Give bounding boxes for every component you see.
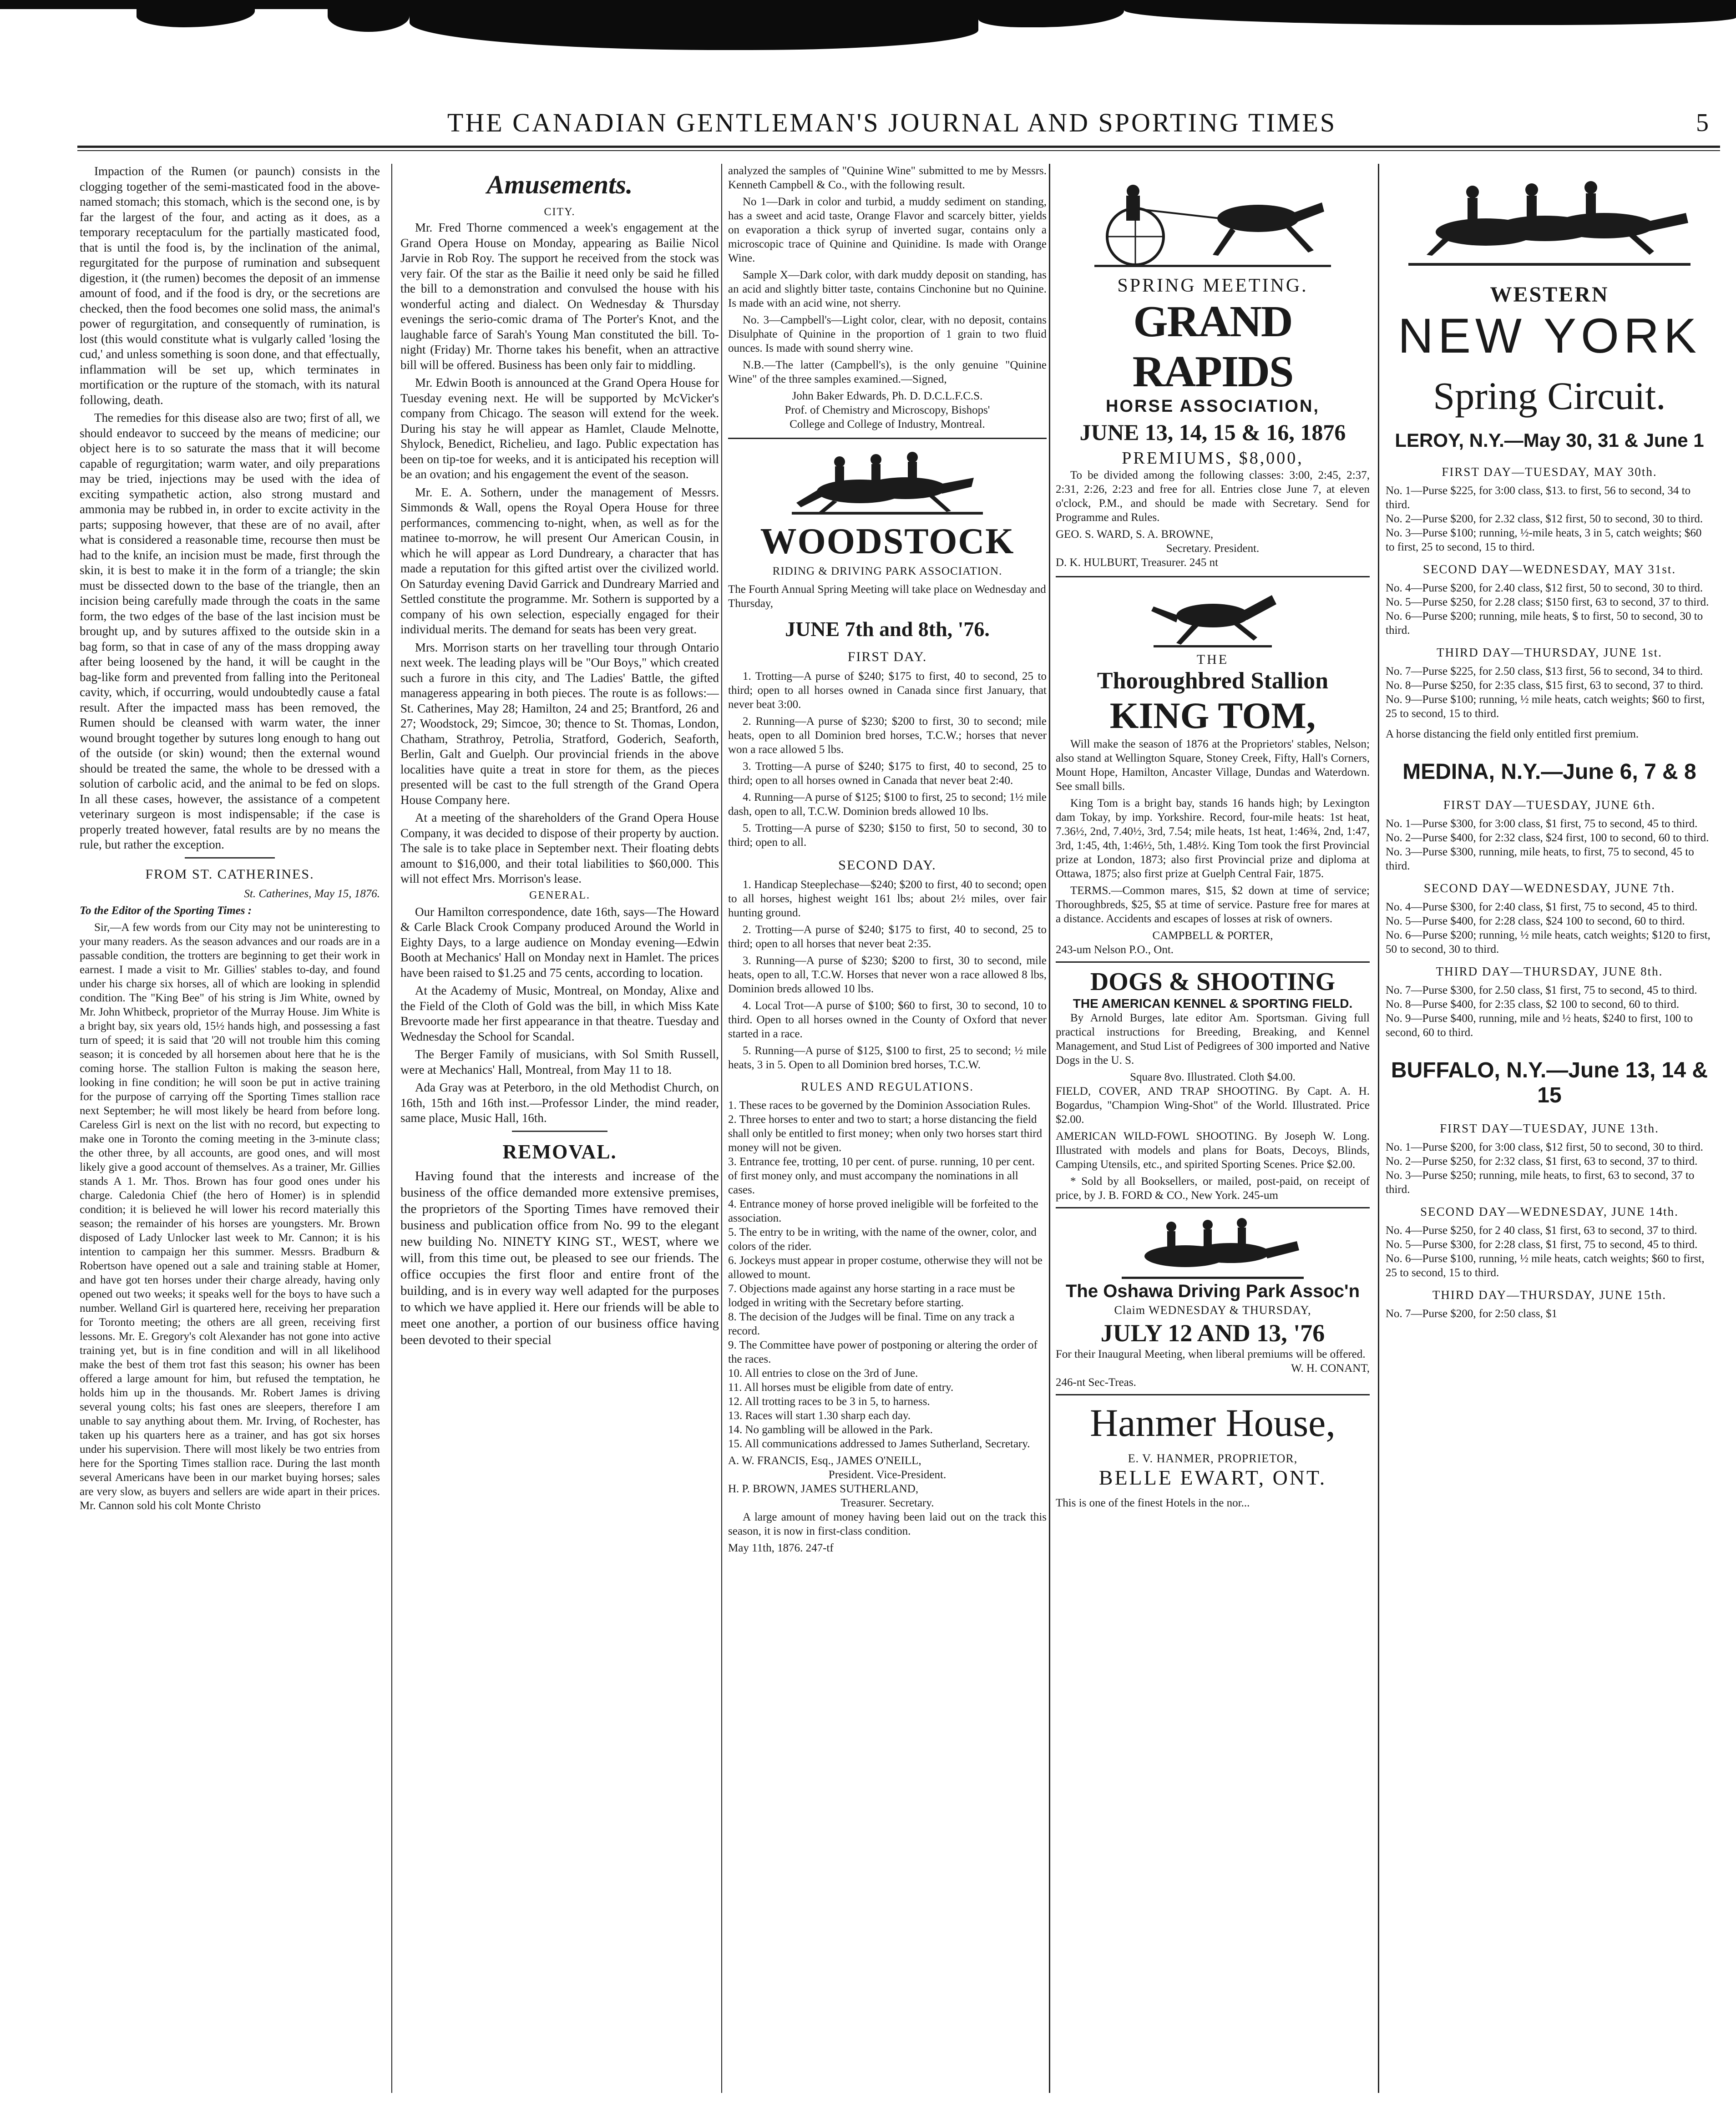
ad-dates: JULY 12 AND 13, '76 <box>1100 1319 1325 1347</box>
ad-heading: WESTERN <box>1490 283 1609 307</box>
ad-text: This is one of the finest Hotels in the nor... <box>1056 1497 1250 1509</box>
ad-text: AMERICAN WILD-FOWL SHOOTING. By Joseph W. Long. Illustrated with models and plans for Boats, Decoys, Blinds, Camping Utensils, etc., and spirited Sporting Scenes. Price $2.00. <box>1056 1130 1370 1171</box>
ad-the: THE <box>1196 652 1229 667</box>
ad-text: Square 8vo. Illustrated. Cloth $4.00. <box>1130 1071 1296 1083</box>
race-entry: No. 1—Purse $200, for 3:00 class, $12 first, 50 to second, 30 to third. <box>1386 1141 1703 1153</box>
day-heading: SECOND DAY—WEDNESDAY, MAY 31st. <box>1422 562 1676 576</box>
day-heading: SECOND DAY—WEDNESDAY, JUNE 7th. <box>1423 881 1675 895</box>
racehorses-icon <box>1122 1213 1304 1281</box>
rule-item: 8. The decision of the Judges will be final. Time on any track a record. <box>728 1311 1015 1337</box>
article-paragraph: No 1—Dark in color and turbid, a muddy sediment on standing, has a sweet and acid taste, Orange Flavor and scarcely bitter, yields on evaporation a thick syrup of inverted sugar, contains only a microscopic trace of Quinine and Quinidine. Is made with Orange Wine. <box>728 196 1047 264</box>
ad-rule <box>1056 1394 1370 1395</box>
article-paragraph: N.B.—The latter (Campbell's), is the only genuine "Quinine Wine" of the three samples examined.—Signed, <box>728 359 1047 385</box>
ad-date: May 11th, 1876. 247-tf <box>728 1542 834 1554</box>
signature: D. K. HULBURT, Treasurer. 245 nt <box>1056 556 1219 569</box>
ad-rule <box>728 438 1047 439</box>
race-entry: 5. Trotting—A purse of $230; $150 to first, 50 to second, 30 to third; open to all. <box>728 822 1047 849</box>
article-paragraph: At a meeting of the shareholders of the Grand Opera House Company, it was decided to dispose of their property by auction. The sale is to take place in September next. Their floating debts amount to $16,000, and their total liabilities to $60,000. This will not effect Mrs. Morrison's lease. <box>400 811 719 885</box>
column-5 <box>1386 177 1713 2093</box>
race-entry: No. 2—Purse $200, for 2.32 class, $12 first, 50 to second, 30 to third. <box>1386 513 1703 525</box>
ad-subtitle: Spring Circuit. <box>1433 374 1666 418</box>
article-paragraph: The remedies for this disease also are two; first of all, we should endeavor to succeed by the means of medicine; our object here is to so saturate the mass that it will become capable of regurgitation; warm water, and oily preparations may be tried, injections may be used with the idea of exciting sympathetic action, also strong mustard and ammonia may be rubbed in, in order to excite activity in the parts; supposing however, that these are of no avail, after what is considered a reasonable time, recourse then must be had to the knife, an incision must be made, first through the skin, it is best to make it in the form of a triangle; the skin must be dissected down to the base of the triangle, then an incision being carefully made through the coats in the same form, the two edges of the base of the last incision must be brought up, and by sutures affixed to the outside skin in a bag form, so that in case of any of the mass dropping away after being loosened by the hand, it will be caught in the bag-like form and prevented from falling into the Peritoneal cavity, which, if occurring, would undoubtedly cause a fatal result. After the impacted mass has been removed, the Rumen should be cleansed with warm water, the inner wound brought together by sutures long enough to hang out of the outside (or skin) wound; then the external wound should be treated the same, the whole to be dressed with a solution of carbolic acid, and the animal to be fed on slops. In all these cases, however, the assistance of a competent veterinary surgeon is most indispensable; if the case is properly treated however, fatal results are by no means the rule, but rather the exception. <box>80 411 380 851</box>
ad-text: King Tom is a bright bay, stands 16 hands high; by Lexington dam Tokay, by imp. Yorkshire. Record, four-mile heats: 1st heat, 7.36½, 2nd, 7.40½, 3rd, 7.54; mile heats, 1st heat, 1:46¾, 2nd, 1:47, 3rd, 1:45, 4th, 1:46½, 5th, 1.48½. King Tom took the first Provincial prize at London, 1873; also first Provincial prize and diploma at Ottawa, 1875; also first prize at Guelph Central Fair, 1875. <box>1056 797 1370 880</box>
race-entry: No. 3—Purse $250; running, mile heats, to first, 63 to second, 37 to third. <box>1386 1169 1695 1196</box>
article-paragraph: Our Hamilton correspondence, date 16th, says—The Howard & Carle Black Crook Company produced Around the World in Eighty Days, to a large audience on Monday evening—Edwin Booth at Mechanics' Hall on Monday next in Hamlet. The prices have been raised to $1.25 and 75 cents, according to location. <box>400 904 719 980</box>
race-entry: No. 8—Purse $400, for 2:35 class, $2 100 to second, 60 to third. <box>1386 998 1680 1011</box>
race-entry: No. 9—Purse $400, running, mile and ½ heats, $240 to first, 100 to second, 60 to third. <box>1386 1012 1693 1039</box>
race-entry: No. 6—Purse $100, running, ½ mile heats, catch weights; $60 to first, 25 to second, 15 to third. <box>1386 1253 1705 1279</box>
salutation: To the Editor of the Sporting Times : <box>80 904 252 917</box>
signature: W. H. CONANT, <box>1291 1362 1370 1374</box>
column-rule <box>391 164 392 2093</box>
trotting-sulky-icon <box>1094 177 1331 268</box>
ad-subtitle: BELLE EWART, ONT. <box>1098 1466 1327 1489</box>
ad-subtitle: RIDING & DRIVING PARK ASSOCIATION. <box>772 565 1002 577</box>
day-heading: FIRST DAY—TUESDAY, JUNE 13th. <box>1440 1122 1659 1135</box>
day-heading: SECOND DAY—WEDNESDAY, JUNE 14th. <box>1420 1205 1679 1218</box>
column-2 <box>400 164 719 2093</box>
rule-item: 1. These races to be governed by the Dominion Association Rules. <box>728 1099 1031 1112</box>
day-heading: FIRST DAY—TUESDAY, MAY 30th. <box>1442 465 1657 479</box>
race-entry: 2. Running—A purse of $230; $200 to first, 30 to second; mile heats, open to all Dominion bred horses, T.C.W.; horses that never won a race allowed 5 lbs. <box>728 715 1047 756</box>
masthead-title: THE CANADIAN GENTLEMAN'S JOURNAL AND SPORTING TIMES <box>447 108 1337 137</box>
race-entry: No. 5—Purse $400, for 2:28 class, $24 100 to second, 60 to third. <box>1386 915 1685 927</box>
rule-item: 14. No gambling will be allowed in the Park. <box>728 1424 933 1436</box>
column-4 <box>1056 177 1370 2093</box>
race-entry: 3. Running—A purse of $230; $200 to first, 30 to second, mile heats, open to all, T.C.W. Horses that never won a race allowed 8 lbs, Dominion breds allowed 10 lbs. <box>728 955 1047 995</box>
ad-title: DOGS & SHOOTING <box>1090 968 1336 996</box>
ad-subtitle: HORSE ASSOCIATION, <box>1106 397 1320 416</box>
ad-subtitle: Thoroughbred Stallion <box>1097 668 1329 694</box>
article-paragraph: Sir,—A few words from our City may not be uninteresting to your many readers. As the season advances and our roads are in a passable condition, the trotters are beginning to get their work in earnest. I made a visit to Mr. Gillies' stables to-day, and found under his charge six horses, all of which are looking in splendid condition. The "King Bee" of his string is Jim White, owned by Mr. John Whitbeck, proprietor of the Murray House. Jim White is a bright bay, six years old, 15½ hands high, and possessing a fast turn of speed; it is said that '20 will not trouble him this coming season; it is conceded by all horsemen about here that he is the coming horse. The stallion Fulton is making the season here, looking in fine condition; he will soon be put in active training for the purpose of carrying off the Sporting Times stallion race next September; he will most likely be heard from before long. Careless Girl is next on the list with no record, but expecting to make one in Toronto the coming meeting in the 3-minute class; the other three, by all accounts, are good ones, and will most likely give a good account of themselves. As a trainer, Mr. Gillies stands A 1. Mr. Thos. Brown has four good ones under his charge. Caledonia Chief (the hero of Homer) is in splendid condition; it is believed he will lower his record materially this season; the remainder of his horses are youngsters. Mr. Brown disposed of Lady Unlocker last week to Mr. Cannon; it is his intention to campaign her this summer. Messrs. Bradburn & Robertson have opened out a sale and training stable at Homer, and have got ten horses under their charge already, having only opened out two weeks; it speaks well for the boys to have such a number. Welland Girl is quartered here, receiving her preparation for Toronto meeting; the others are all green, receiving first lessons. Mr. E. Gregory's colt Alexander has not gone into active training yet, but is in fine condition and will in all likelihood make the best of them trot fast this season; his owner has been offered a large amount for him, but refused the temptation, he holds him up in the thousands. Mr. Robert James is driving several young colts; his fast ones are sleepers, therefore I am unable to say anything about them. Mr. Irving, of Rochester, has taken up his quarters here as a trainer, and has got six horses under his supervision. There will most likely be two entries from here for the Sporting Times stallion race. During the last month several Americans have been in our market buying horses; sales are very slow, as buyers and sellers are wide apart in their prices. Mr. Cannon sold his colt Monte Christo <box>80 921 380 1512</box>
day-heading: FIRST DAY. <box>847 649 927 664</box>
signature: President. Vice-President. <box>828 1469 946 1481</box>
race-entry: No. 7—Purse $225, for 2.50 class, $13 first, 56 to second, 34 to third. <box>1386 665 1703 677</box>
race-entry: 5. Running—A purse of $125, $100 to first, 25 to second; ½ mile heats, 3 in 5. Open to all Dominion bred horses, T.C.W. <box>728 1045 1047 1071</box>
race-entry: 4. Running—A purse of $125; $100 to first, 25 to second; 1½ mile dash, open to all, T.C.W. Dominion breds allowed 10 lbs. <box>728 791 1047 818</box>
race-entry: No. 8—Purse $250, for 2:35 class, $15 first, 63 to second, 37 to third. <box>1386 679 1703 692</box>
race-entry: No. 9—Purse $100; running, ½ mile heats, catch weights; $60 to first, 25 to second, 15 to third. <box>1386 693 1705 720</box>
rule-item: 13. Races will start 1.30 sharp each day. <box>728 1410 911 1422</box>
ad-rule <box>1056 961 1370 963</box>
article-paragraph: Mr. Fred Thorne commenced a week's engagement at the Grand Opera House on Monday, appearing as Bailie Nicol Jarvie in Rob Roy. The support he received from the stock was very fair. Of the star as the Bailie it need only be said he filled the bill to a demonstration and convulsed the house with his wonderful acting and dialect. On Wednesday & Thursday evenings the serio-comic drama of The Porter's Knot, and the laughable farce of Sarah's Young Man constituted the bill. To-night (Friday) Mr. Thorne takes his benefit, when an attractive bill will be offered. Business has been only fair to middling. <box>400 221 719 372</box>
ad-title: The Oshawa Driving Park Assoc'n <box>1065 1281 1360 1301</box>
ad-dates: JUNE 13, 14, 15 & 16, 1876 <box>1079 419 1346 445</box>
article-paragraph: At the Academy of Music, Montreal, on Monday, Alixe and the Field of the Cloth of Gold was the bill, in which Miss Kate Brevoorte made her first appearance in that theatre. Tuesday and Wednesday the School for Scandal. <box>400 984 719 1043</box>
dateline: St. Catherines, May 15, 1876. <box>244 887 380 900</box>
torn-edge <box>410 0 978 50</box>
race-entry: No. 7—Purse $200, for 2:50 class, $1 <box>1386 1308 1558 1320</box>
ad-text: To be divided among the following classes: 3:00, 2:45, 2:37, 2:31, 2:26, 2:23 and free for all. Entries close June 7, at eleven o'clock, P.M., and should be made with Secretary. Send for Programme and Rules. <box>1056 469 1370 524</box>
race-entry: 1. Handicap Steeplechase—$240; $200 to first, 40 to second; open to all horses, highest weight 161 lbs; about 2½ miles, over fair hunting ground. <box>728 879 1047 919</box>
ad-rule <box>1056 576 1370 577</box>
ad-heading: SPRING MEETING. <box>1117 275 1308 296</box>
page-number: 5 <box>1696 109 1709 137</box>
column-3 <box>728 164 1047 2093</box>
ad-title: GRAND RAPIDS <box>1132 297 1293 396</box>
signature: CAMPBELL & PORTER, <box>1152 930 1273 942</box>
race-entry: 3. Trotting—A purse of $240; $175 to first, 40 to second, 25 to third; open to all horses owned in Canada that never beat 2:40. <box>728 760 1047 787</box>
column-rule <box>1049 164 1050 2093</box>
race-entry: No. 7—Purse $300, for 2.50 class, $1 first, 75 to second, 45 to third. <box>1386 984 1697 996</box>
race-entry: No. 5—Purse $300, for 2:28 class, $1 first, 75 to second, 45 to third. <box>1386 1238 1698 1251</box>
column-rule <box>1378 164 1379 2093</box>
ad-text: Will make the season of 1876 at the Proprietors' stables, Nelson; also stand at Wellington Square, Stoney Creek, Fifty, Hall's Corners, Mount Hope, Hamilton, Ancaster Village, Dundas and Waterdown. See small bills. <box>1056 738 1370 793</box>
race-entry: 4. Local Trot—A purse of $100; $60 to first, 30 to second, 10 to third. Open to all horses owned in the County of Oxford that never started in a race. <box>728 1000 1047 1040</box>
rule-item: 7. Objections made against any horse starting in a race must be lodged in writing with the Secretary before starting. <box>728 1283 1015 1309</box>
article-paragraph: Mr. Edwin Booth is announced at the Grand Opera House for Tuesday evening next. He will be supported by McVicker's company from Chicago. The season will extend for the week. During his stay he will appear as Hamlet, Claude Melnotte, Shylock, Benedict, Richelieu, and Iago. Public expectation has been on tip-toe for weeks, and it is anticipated his reception will be an ovation; and his engagement the event of the season. <box>400 376 719 481</box>
column-rule <box>721 164 722 2093</box>
rule-item: 2. Three horses to enter and two to start; a horse distancing the field shall only be entitled to first money; when only two horses start third money will not be given. <box>728 1113 1043 1154</box>
race-entry: No. 2—Purse $400, for 2:32 class, $24 first, 100 to second, 60 to third. <box>1386 832 1709 844</box>
rules-heading: RULES AND REGULATIONS. <box>801 1080 974 1093</box>
day-heading: THIRD DAY—THURSDAY, JUNE 1st. <box>1437 646 1662 659</box>
article-paragraph: Impaction of the Rumen (or paunch) consists in the clogging together of the semi-masticated food in the above-named stomach; this stomach, which is the second one, is by far the largest of the four, and acting as it does, as a temporary receptaculum for the partially masticated food, that is until the food is, by the inclination of the animal, regurgitated for the purpose of rumination and subsequent digestion, it (the rumen) becomes the deposit of an immense amount of food, and if the food is dry, or the secretions are checked, then the food becomes one solid mass, the animal's power of regurgitation, and consequently of rumination, is lost (this would constitute what is vulgarly called 'losing the cud,' and unless something is soon done, and that effectually, inflammation will be set up, which terminates in mortification or the rupture of the stomach, with its natural following, death. <box>80 164 380 407</box>
signature: Treasurer. Secretary. <box>840 1497 934 1509</box>
article-paragraph: Having found that the interests and increase of the business of the office demanded more extensive premises, the proprietors of the Sporting Times have removed their business and publication office from No. 99 to the elegant new building No. NINETY KING ST., WEST, where we will, from this time out, be pleased to see our friends. The office occupies the first floor and entire front of the building, and is in every way well adapted for the purposes to which we have applied it. Here our friends will be able to meet one another, a portion of our business office having been devoted to their special <box>400 1168 719 1347</box>
rule-item: 5. The entry to be in writing, with the name of the owner, color, and colors of the rider. <box>728 1226 1037 1253</box>
signature: 246-nt Sec-Treas. <box>1056 1376 1136 1389</box>
rule-item: 4. Entrance money of horse proved ineligible will be forfeited to the association. <box>728 1198 1038 1224</box>
meeting-heading: MEDINA, N.Y.—June 6, 7 & 8 <box>1402 760 1696 784</box>
subsection-heading: GENERAL. <box>529 889 590 901</box>
ad-intro: The Fourth Annual Spring Meeting will take place on Wednesday and Thursday, <box>728 583 1046 610</box>
day-heading: SECOND DAY. <box>838 858 936 873</box>
rule-item: 6. Jockeys must appear in proper costume, otherwise they will not be allowed to mount. <box>728 1254 1043 1281</box>
race-entry: No. 4—Purse $200, for 2.40 class, $12 first, 50 to second, 30 to third. <box>1386 582 1703 594</box>
torn-edge <box>137 0 255 27</box>
section-title: REMOVAL. <box>502 1140 617 1163</box>
galloping-horse-icon <box>1144 584 1281 652</box>
article-paragraph: analyzed the samples of "Quinine Wine" submitted to me by Messrs. Kenneth Campbell & Co., with the following result. <box>728 165 1047 191</box>
rule-item: 12. All trotting races to be 3 in 5, to harness. <box>728 1395 930 1408</box>
race-entry: No. 4—Purse $250, for 2 40 class, $1 first, 63 to second, 37 to third. <box>1386 1224 1697 1237</box>
ad-text: By Arnold Burges, late editor Am. Sportsman. Giving full practical instructions for Breeding, Breaking, and Kennel Management, and Stud List of Pedigrees of 300 imported and Native Dogs in the U. S. <box>1056 1012 1370 1066</box>
signature: A. W. FRANCIS, Esq., JAMES O'NEILL, <box>728 1455 921 1467</box>
race-entry: No. 2—Purse $250, for 2:32 class, $1 first, 63 to second, 37 to third. <box>1386 1155 1698 1167</box>
ad-title: WOODSTOCK <box>760 521 1015 561</box>
signature: John Baker Edwards, Ph. D. D.C.L.F.C.S. <box>792 390 983 402</box>
ad-subtitle: E. V. HANMER, PROPRIETOR, <box>1128 1452 1298 1465</box>
torn-edge <box>1124 0 1736 25</box>
masthead-rule <box>77 150 1720 151</box>
article-paragraph: Mrs. Morrison starts on her travelling tour through Ontario next week. The leading plays will be "Our Boys," which created such a furore in this city, and The Ladies' Battle, the gifted manageress appearing in both pieces. The route is as follows:—St. Catherines, May 28; Hamilton, 24 and 25; Brantford, 26 and 27; Woodstock, 29; Simcoe, 30; thence to St. Thomas, London, Chatham, Strathroy, Petrolia, Stratford, Goderich, Seaforth, Berlin, Galt and Guelph. Our provincial friends in the above localities have quite a treat in store for them, as the pieces presented will be cast to the full strength of the Grand Opera House Company here. <box>400 640 719 807</box>
racehorses-icon <box>792 444 983 521</box>
article-paragraph: Sample X—Dark color, with dark muddy deposit on standing, has an acid and slightly bitter taste, contains Cinchonine but no Quinine. Is made with an acid wine, not sherry. <box>728 269 1047 309</box>
divider <box>185 857 275 859</box>
ad-text: * Sold by all Booksellers, or mailed, post-paid, on receipt of price, by J. B. FORD & CO., New York. 245-um <box>1056 1175 1370 1202</box>
ad-rule <box>1056 1207 1370 1208</box>
ad-subtitle: THE AMERICAN KENNEL & SPORTING FIELD. <box>1073 996 1353 1011</box>
race-entry: No. 1—Purse $225, for 3:00 class, $13. to first, 56 to second, 34 to third. <box>1386 485 1691 511</box>
signature: H. P. BROWN, JAMES SUTHERLAND, <box>728 1483 919 1495</box>
article-paragraph: A large amount of money having been laid out on the track this season, it is now in first-class condition. <box>728 1511 1047 1537</box>
signature: Secretary. President. <box>1166 542 1260 555</box>
ad-text: For their Inaugural Meeting, when liberal premiums will be offered. <box>1056 1348 1366 1360</box>
rule-item: 15. All communications addressed to James Sutherland, Secretary. <box>728 1438 1030 1450</box>
article-paragraph: Mr. E. A. Sothern, under the management of Messrs. Simmonds & Wall, opens the Royal Opera House for three performances, commencing to-night, when, as well as for the matinee to-morrow, he will present Our American Cousin, in which he will appear as Lord Dundreary, a character that has made a reputation for this gifted artist over the civilized world. On Saturday evening David Garrick and Dundreary Married and Settled constitute the programme. Mr. Sothern is supported by a company of his own selection, especially engaged for their individual merits. The demand for seats has been very great. <box>400 485 719 636</box>
race-entry: No. 6—Purse $200; running, ½ mile heats, catch weights; $120 to first, 50 to second, 30 to third. <box>1386 929 1711 955</box>
divider <box>512 1131 607 1132</box>
ad-dates: JUNE 7th and 8th, '76. <box>785 617 990 641</box>
ad-text: TERMS.—Common mares, $15, $2 down at time of service; Thoroughbreds, $25, $5 at time of service. Pasture free for mares at a distance. Accidents and escapes of losses at risk of owners. <box>1056 884 1370 925</box>
note: A horse distancing the field only entitled first premium. <box>1386 728 1639 740</box>
torn-edge <box>328 0 410 32</box>
rule-item: 11. All horses must be eligible from date of entry. <box>728 1381 954 1394</box>
meeting-heading: LEROY, N.Y.—May 30, 31 & June 1 <box>1395 429 1704 451</box>
subsection-heading: CITY. <box>544 206 576 218</box>
rule-item: 3. Entrance fee, trotting, 10 per cent. of purse. running, 10 per cent. of first money only, and must accompany the nominations in all cases. <box>728 1156 1035 1196</box>
race-entry: No. 5—Purse $250, for 2.28 class; $150 first, 63 to second, 37 to third. <box>1386 596 1709 608</box>
signature: GEO. S. WARD, S. A. BROWNE, <box>1056 528 1214 541</box>
article-paragraph: The Berger Family of musicians, with Sol Smith Russell, were at Mechanics' Hall, Montreal, from May 11 to 18. <box>400 1047 719 1076</box>
article-heading: FROM ST. CATHERINES. <box>145 866 314 882</box>
section-title: Amusements. <box>486 170 633 199</box>
rule-item: 10. All entries to close on the 3rd of June. <box>728 1367 918 1379</box>
race-entry: 1. Trotting—A purse of $240; $175 to first, 40 to second, 25 to third; open to all horses owned in Canada since first January, that never beat 3:00. <box>728 670 1047 711</box>
race-entry: No. 6—Purse $200; running, mile heats, $ to first, 50 to second, 30 to third. <box>1386 610 1703 637</box>
signature: Prof. of Chemistry and Microscopy, Bishops' <box>784 404 990 416</box>
rule-item: 9. The Committee have power of postponing or altering the order of the races. <box>728 1339 1038 1365</box>
ad-text: FIELD, COVER, AND TRAP SHOOTING. By Capt. A. H. Bogardus, "Champion Wing-Shot" of the World. Illustrated. Price $2.00. <box>1056 1085 1370 1126</box>
race-entry: No. 3—Purse $100; running, ½-mile heats, 3 in 5, catch weights; $60 to first, 25 to second, 15 to third. <box>1386 527 1702 553</box>
article-paragraph: No. 3—Campbell's—Light color, clear, with no deposit, contains Disulphate of Quinine in the proportion of 1 grain to two fluid ounces. Is made with sound sherry wine. <box>728 314 1047 354</box>
race-entry: 2. Trotting—A purse of $240; $175 to first, 40 to second, 25 to third; open to all horses that never beat 2:35. <box>728 924 1047 950</box>
ad-title: Hanmer House, <box>1090 1401 1336 1445</box>
race-entry: No. 3—Purse $300, running, mile heats, to first, 75 to second, 45 to third. <box>1386 846 1694 872</box>
race-entry: No. 1—Purse $300, for 3:00 class, $1 first, 75 to second, 45 to third. <box>1386 818 1698 830</box>
race-entry: No. 4—Purse $300, for 2:40 class, $1 first, 75 to second, 45 to third. <box>1386 901 1698 913</box>
ad-subtitle: Claim WEDNESDAY & THURSDAY, <box>1114 1304 1311 1317</box>
racehorses-icon <box>1408 177 1690 268</box>
day-heading: FIRST DAY—TUESDAY, JUNE 6th. <box>1443 798 1656 812</box>
signature: 243-um Nelson P.O., Ont. <box>1056 944 1174 956</box>
column-1 <box>80 164 380 2093</box>
ad-title: NEW YORK <box>1397 308 1701 363</box>
meeting-heading: BUFFALO, N.Y.—June 13, 14 & 15 <box>1391 1058 1708 1107</box>
masthead-rule <box>77 146 1720 148</box>
day-heading: THIRD DAY—THURSDAY, JUNE 15th. <box>1432 1288 1667 1302</box>
signature: College and College of Industry, Montreal. <box>790 418 985 430</box>
article-paragraph: Ada Gray was at Peterboro, in the old Methodist Church, on 16th, 15th and 16th inst.—Professor Linder, the mind reader, same place, Music Hall, 16th. <box>400 1081 719 1125</box>
torn-edge <box>978 0 1124 27</box>
day-heading: THIRD DAY—THURSDAY, JUNE 8th. <box>1436 965 1663 978</box>
premiums: PREMIUMS, $8,000, <box>1122 449 1304 468</box>
ad-title: KING TOM, <box>1109 695 1316 736</box>
